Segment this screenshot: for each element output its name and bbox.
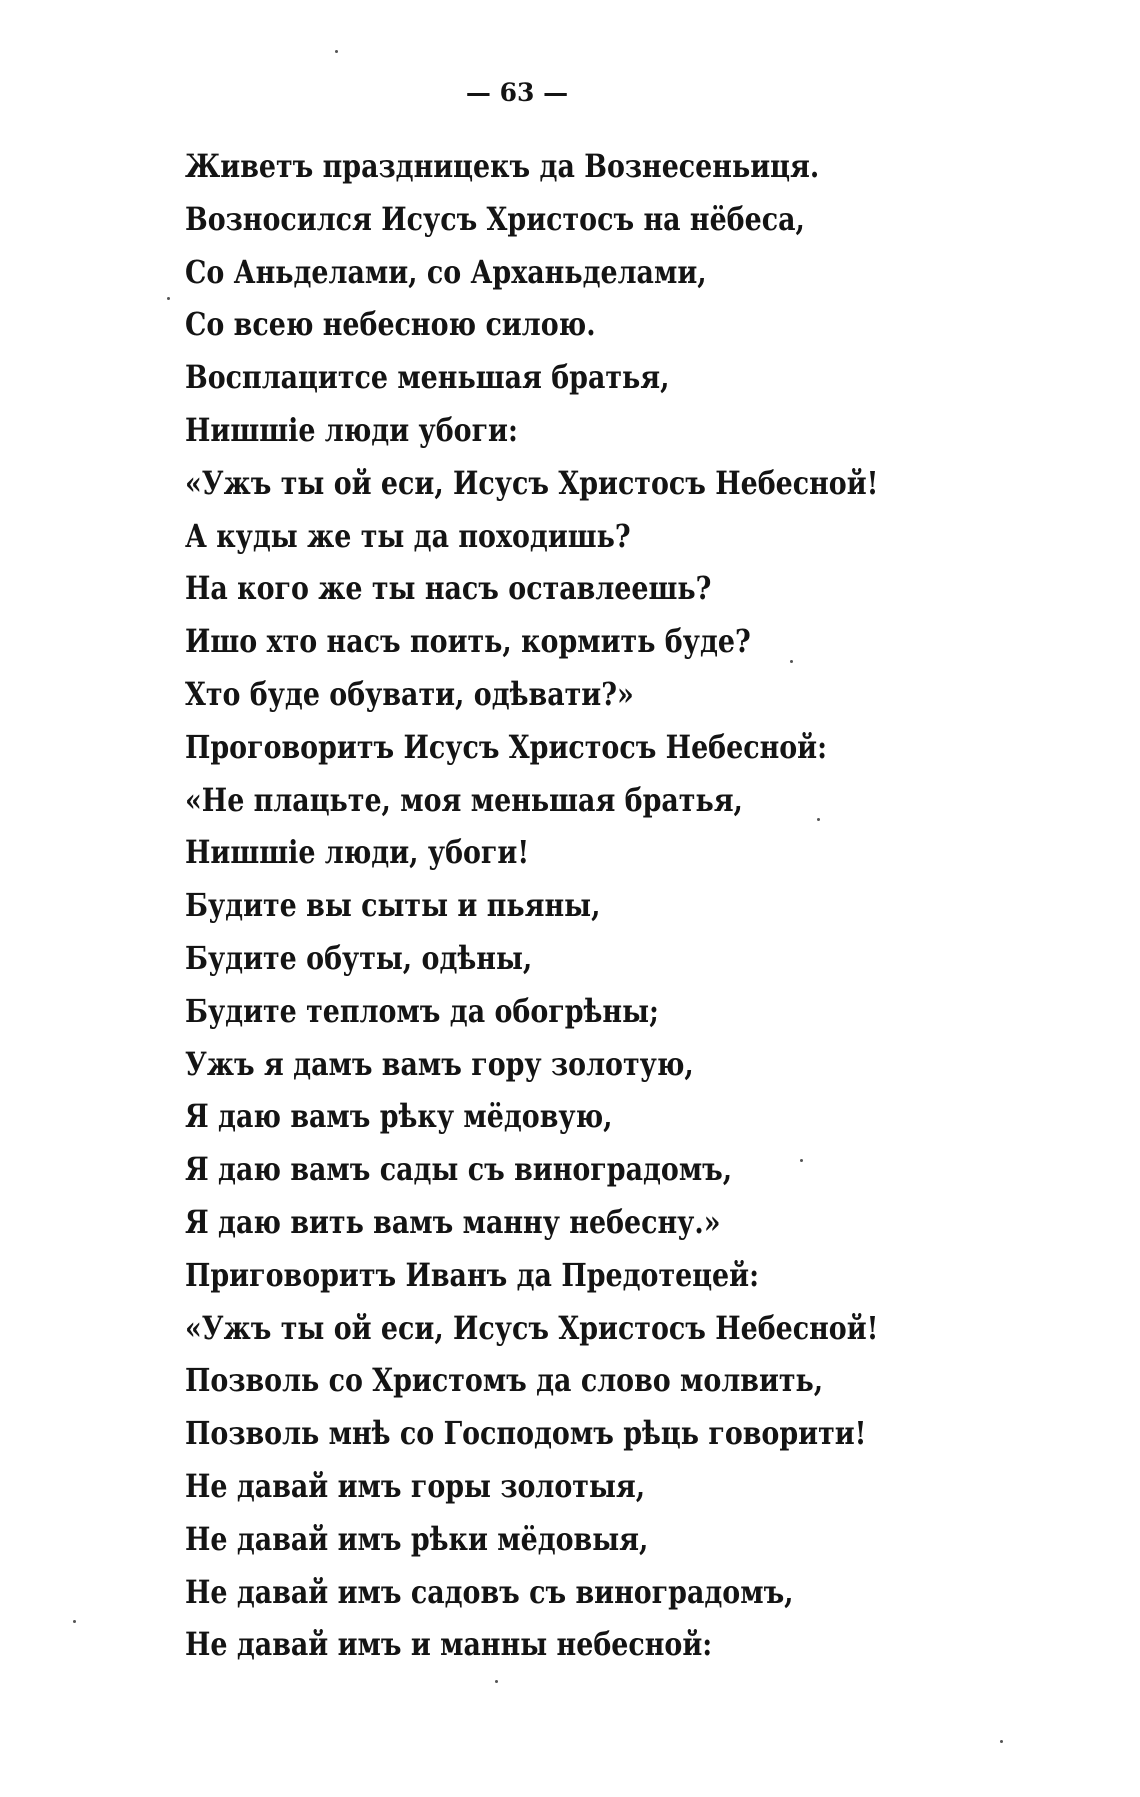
scan-speck bbox=[790, 660, 793, 663]
scan-speck bbox=[167, 297, 170, 300]
poem-line: Будите тепломъ да обогрѣны; bbox=[185, 991, 659, 1030]
poem-line: Нишшіе люди, убоги! bbox=[185, 833, 530, 872]
scan-speck bbox=[335, 50, 338, 53]
poem-line: Будите обуты, одѣны, bbox=[185, 938, 533, 977]
poem-line: А куды же ты да походишь? bbox=[185, 516, 631, 555]
poem-line: Не давай имъ и манны небесной: bbox=[185, 1625, 713, 1664]
scan-speck bbox=[1000, 1740, 1003, 1743]
poem-line: Ишо хто насъ поить, кормить буде? bbox=[185, 622, 751, 661]
poem-line: Не давай имъ садовъ съ виноградомъ, bbox=[185, 1572, 794, 1611]
poem-text bbox=[185, 140, 879, 1671]
poem-line: «Не плацьте, моя меньшая братья, bbox=[185, 780, 743, 819]
poem-line: Восплацитсе меньшая братья, bbox=[185, 358, 670, 397]
poem-line: Со Аньделами, со Арханьделами, bbox=[185, 252, 707, 291]
poem-line: Я даю вамъ сады съ виноградомъ, bbox=[185, 1150, 733, 1189]
poem-line: Возносился Исусъ Христосъ на нёбеса, bbox=[185, 199, 805, 238]
poem-line: Проговоритъ Исусъ Христосъ Небесной: bbox=[185, 727, 828, 766]
poem-line: Я даю вамъ рѣку мёдовую, bbox=[185, 1097, 613, 1136]
poem-line: Живетъ праздницекъ да Вознесеньиця. bbox=[185, 147, 820, 185]
poem-line: Позволь мнѣ со Господомъ рѣць говорити! bbox=[185, 1414, 867, 1453]
poem-line: Хто буде обувати, одѣвати?» bbox=[185, 674, 634, 713]
scan-speck bbox=[495, 1680, 498, 1683]
poem-line: Приговоритъ Иванъ да Предотецей: bbox=[185, 1255, 760, 1294]
poem-line: Нишшіе люди убоги: bbox=[185, 410, 518, 449]
poem-line: «Ужъ ты ой еси, Исусъ Христосъ Небесной! bbox=[185, 1308, 879, 1347]
poem-line: Я даю вить вамъ манну небесну.» bbox=[185, 1202, 721, 1241]
poem-line: «Ужъ ты ой еси, Исусъ Христосъ Небесной! bbox=[185, 463, 879, 502]
page-number: — 63 — bbox=[465, 78, 569, 107]
poem-line: Со всею небесною силою. bbox=[185, 305, 596, 344]
poem-line: Будите вы сыты и пьяны, bbox=[185, 886, 601, 925]
scan-speck bbox=[73, 1620, 76, 1623]
poem-line: Не давай имъ горы золотыя, bbox=[185, 1466, 646, 1505]
poem-line: На кого же ты насъ оставлеешь? bbox=[185, 569, 712, 608]
scan-speck bbox=[817, 818, 820, 821]
poem-line: Ужъ я дамъ вамъ гору золотую, bbox=[185, 1044, 694, 1083]
poem-line: Позволь со Христомъ да слово молвить, bbox=[185, 1361, 824, 1400]
poem-line: Не давай имъ рѣки мёдовыя, bbox=[185, 1519, 649, 1558]
scan-speck bbox=[800, 1159, 803, 1162]
